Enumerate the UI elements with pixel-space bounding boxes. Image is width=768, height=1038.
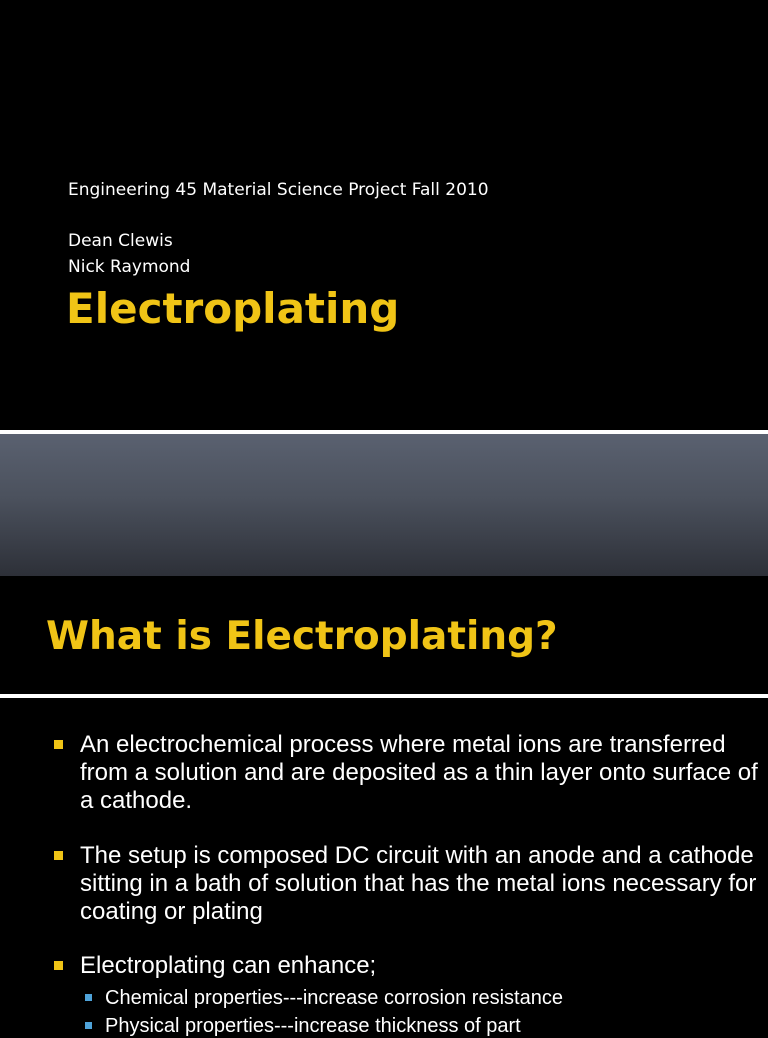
bullet-icon bbox=[54, 851, 63, 860]
bullet-icon bbox=[54, 740, 63, 749]
bullet-text: An electrochemical process where metal ions are transferred from a solution and are deposited as a thin layer onto surface of a cathode. bbox=[80, 731, 758, 814]
author-name: Dean Clewis bbox=[68, 231, 173, 251]
bullet-icon bbox=[54, 961, 63, 970]
sub-bullet-text: Chemical properties---increase corrosion resistance bbox=[105, 987, 563, 1009]
sub-bullet-icon bbox=[85, 994, 92, 1001]
bullet-text: The setup is composed DC circuit with an anode and a cathode sitting in a bath of solution that has the metal ions necessary for coating or plating bbox=[80, 842, 757, 925]
slide-body bbox=[0, 698, 768, 1037]
slide-header-gradient bbox=[0, 434, 768, 576]
sub-bullet-icon bbox=[85, 1022, 92, 1029]
slide-title: What is Electroplating? bbox=[46, 614, 558, 659]
title-slide bbox=[0, 0, 768, 430]
sub-bullet-text: Physical properties---increase thickness of part bbox=[105, 1015, 521, 1037]
author-name: Nick Raymond bbox=[68, 257, 191, 277]
course-line: Engineering 45 Material Science Project Fall 2010 bbox=[68, 180, 489, 200]
slide-title: Electroplating bbox=[66, 284, 400, 333]
bullet-text: Electroplating can enhance; bbox=[80, 952, 377, 979]
